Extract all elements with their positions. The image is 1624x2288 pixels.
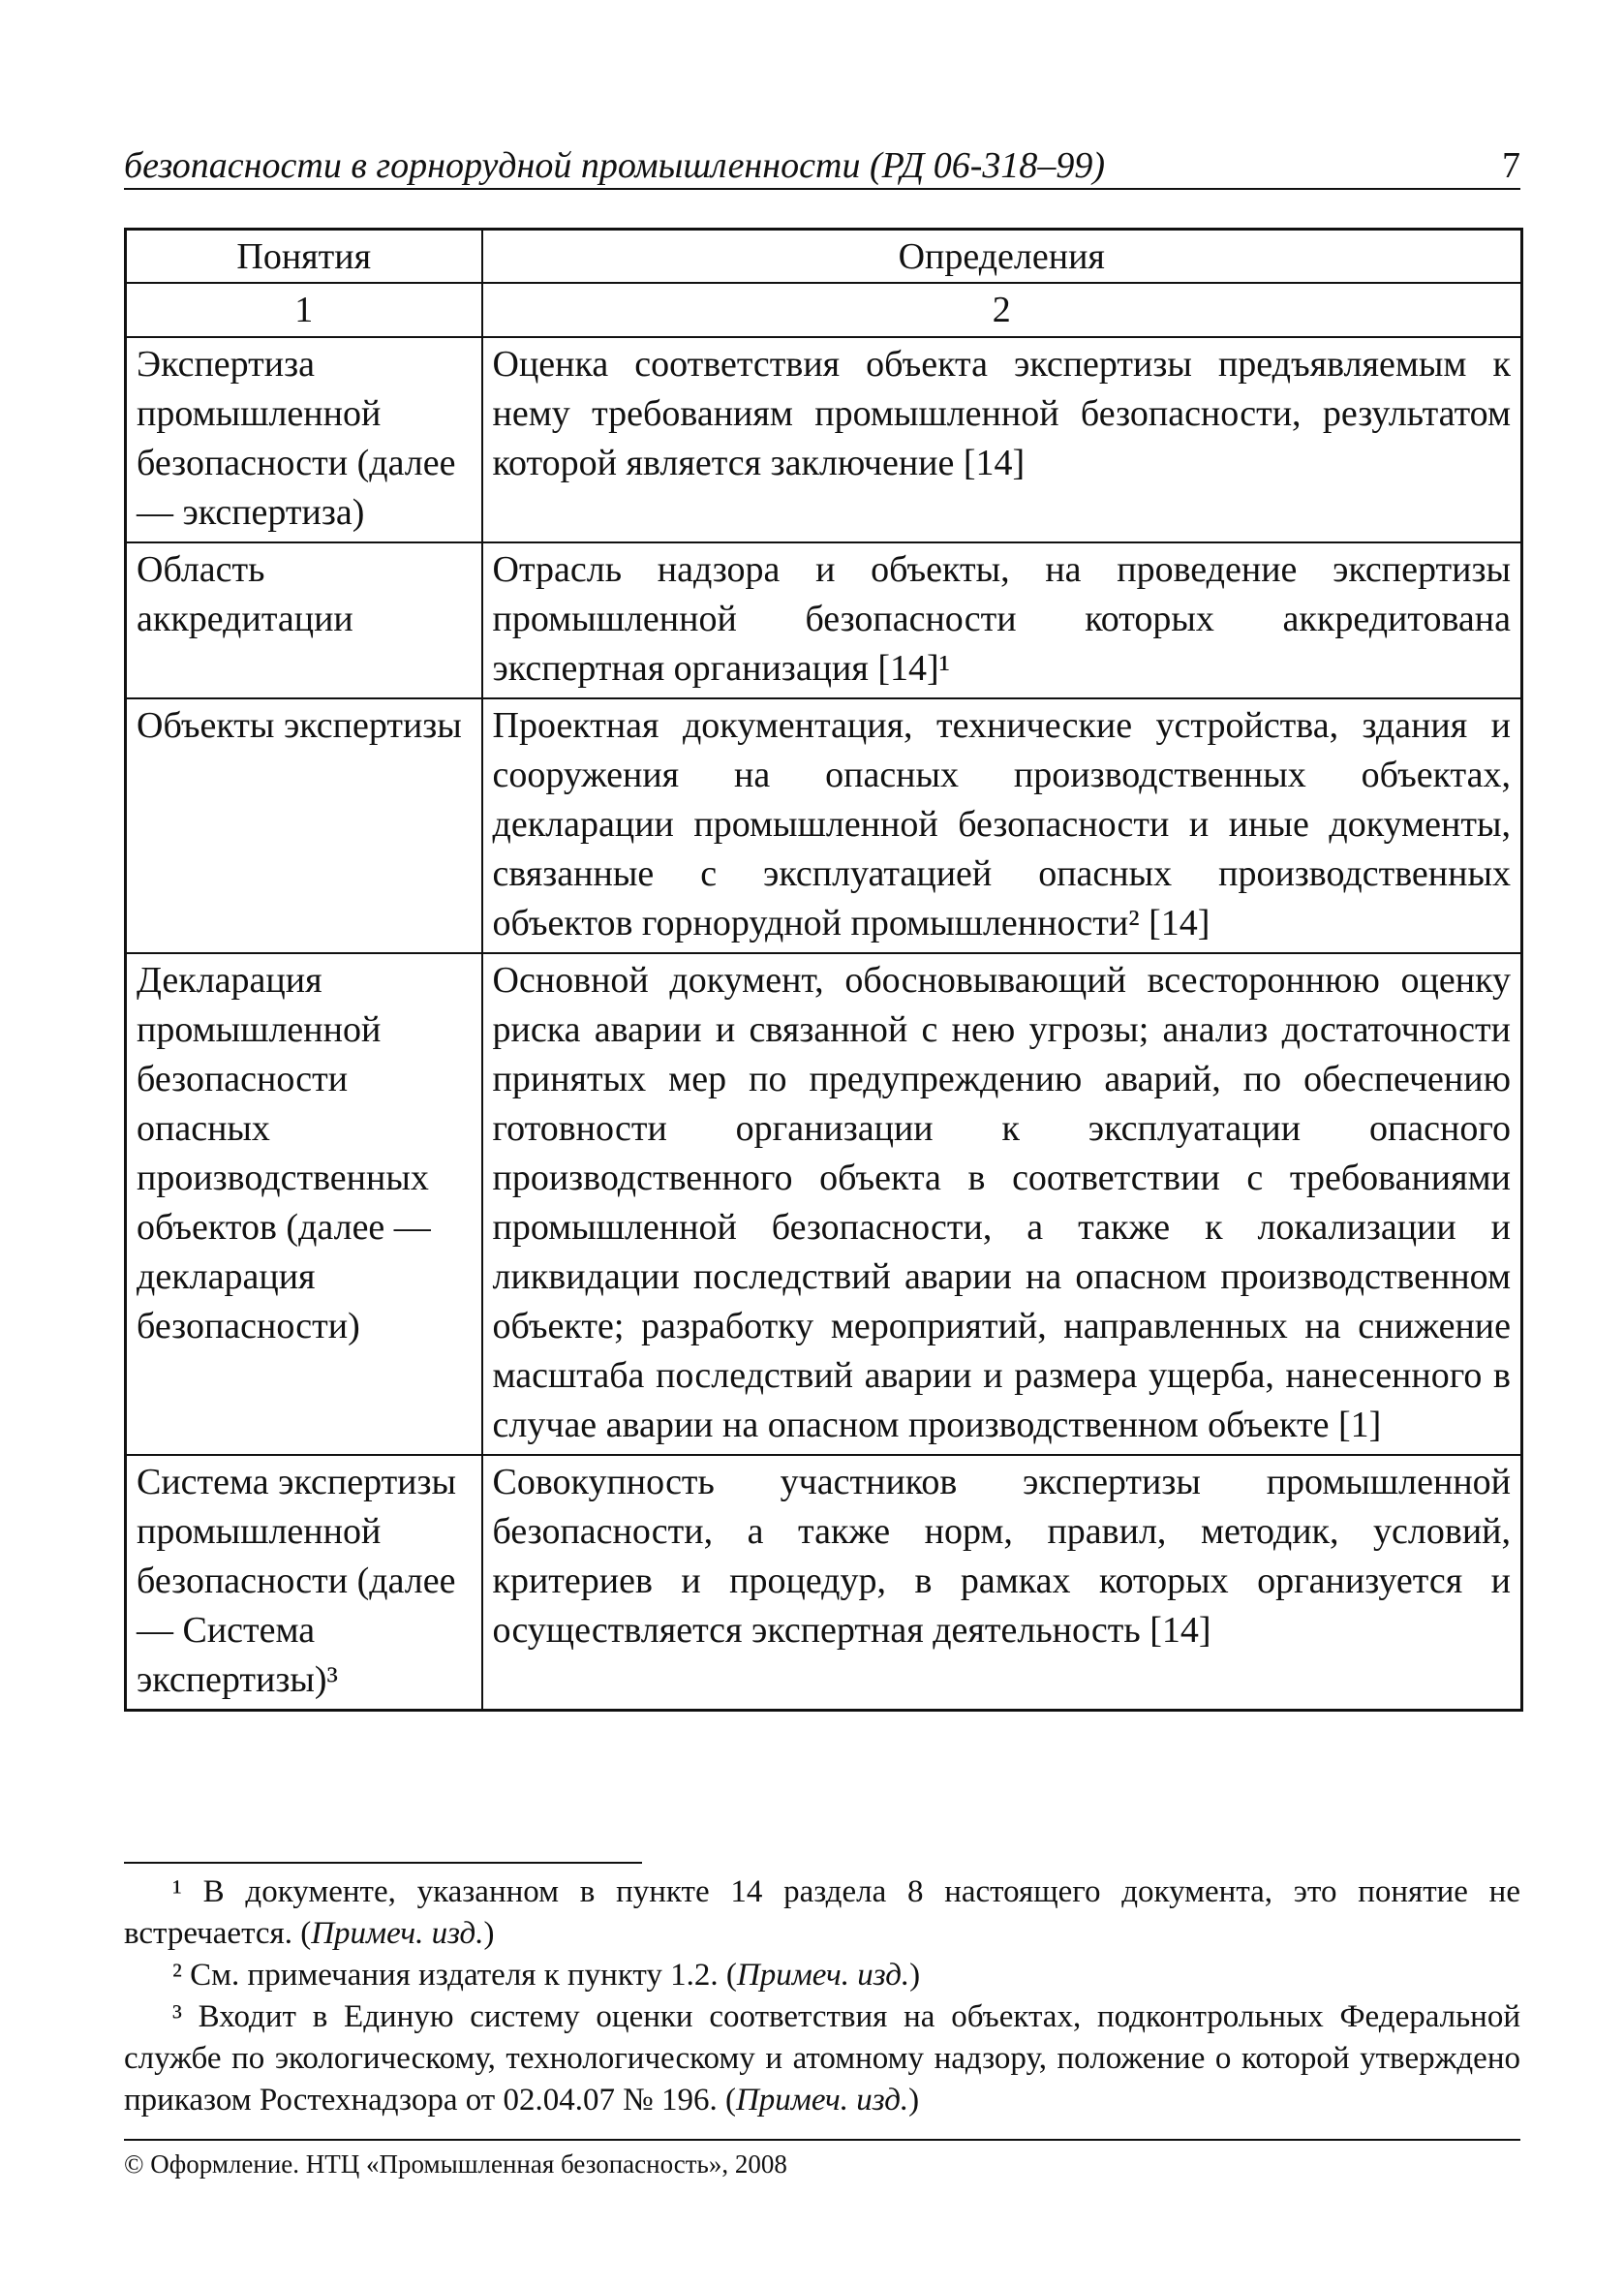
column-number-row bbox=[126, 283, 1522, 337]
footnote-2 bbox=[124, 1955, 1520, 1996]
term-cell: Объекты экспертизы bbox=[126, 698, 482, 953]
footnote-close: ) bbox=[908, 2083, 920, 2118]
footnote-marker: ² bbox=[172, 1958, 182, 1993]
footnote-1 bbox=[124, 1871, 1520, 1955]
table-header-row bbox=[126, 230, 1522, 284]
running-title: безопасности в горнорудной промышленности (РД 06-318–99) bbox=[124, 145, 1106, 186]
term-cell: Декларация промышленной безопасности опасных производственных объектов (далее — декларация безопасности) bbox=[126, 953, 482, 1455]
definition-cell: Основной документ, обосновывающий всестороннюю оценку риска аварии и связанной с нею угрозы; анализ достаточности принятых мер по предупреждению аварий, по обеспечению готовности организации к эксплуатации опасного производственного объекта в соответствии с требованиями промышленной безопасности, а также к локализации и ликвидации последствий аварии на опасном производственном объекте; разработку мероприятий, направленных на снижение масштаба последствий аварии и размера ущерба, нанесенного в случае аварии на опасном производственном объекте [1] bbox=[482, 953, 1522, 1455]
table-row bbox=[126, 1455, 1522, 1711]
term-cell: Экспертиза промышленной безопасности (далее — экспертиза) bbox=[126, 337, 482, 542]
column-header-definitions: Определения bbox=[482, 230, 1522, 284]
definition-cell: Оценка соответствия объекта экспертизы предъявляемым к нему требованиям промышленной безопасности, результатом которой является заключение [14] bbox=[482, 337, 1522, 542]
definition-cell: Совокупность участников экспертизы промышленной безопасности, а также норм, правил, методик, условий, критериев и процедур, в рамках которых организуется и осуществляется экспертная деятельность [14] bbox=[482, 1455, 1522, 1711]
definition-cell: Проектная документация, технические устройства, здания и сооружения на опасных производственных объектах, декларации промышленной безопасности и иные документы, связанные с эксплуатацией опасных производственных объектов горнорудной промышленности² [14] bbox=[482, 698, 1522, 953]
footnote-text: См. примечания издателя к пункту 1.2. ( bbox=[181, 1958, 737, 1993]
copyright-footer: © Оформление. НТЦ «Промышленная безопасность», 2008 bbox=[124, 2149, 787, 2179]
column-number-2: 2 bbox=[482, 283, 1522, 337]
publisher-note: Примеч. изд. bbox=[735, 2083, 909, 2118]
page-number: 7 bbox=[1502, 145, 1520, 186]
table-row bbox=[126, 698, 1522, 953]
definitions-table bbox=[124, 228, 1523, 1712]
footnotes bbox=[124, 1871, 1520, 2121]
footer-separator bbox=[124, 2139, 1520, 2141]
footnote-3 bbox=[124, 1996, 1520, 2121]
footnote-text: В документе, указанном в пункте 14 раздела 8 настоящего документа, это понятие не встречается. ( bbox=[124, 1874, 1520, 1951]
table-row bbox=[126, 337, 1522, 542]
column-number-1: 1 bbox=[126, 283, 482, 337]
footnote-text: Входит в Единую систему оценки соответствия на объектах, подконтрольных Федеральной службе по экологическому, технологическому и атомному надзору, положение о которой утверждено приказом Ростехнадзора от 02.04.07 № 196. ( bbox=[124, 1999, 1520, 2118]
footnote-marker: ¹ bbox=[172, 1874, 182, 1909]
table-row bbox=[126, 953, 1522, 1455]
term-cell: Область аккредитации bbox=[126, 542, 482, 698]
footnote-close: ) bbox=[483, 1916, 495, 1951]
publisher-note: Примеч. изд. bbox=[736, 1958, 910, 1993]
definition-cell: Отрасль надзора и объекты, на проведение экспертизы промышленной безопасности которых аккредитована экспертная организация [14]¹ bbox=[482, 542, 1522, 698]
publisher-note: Примеч. изд. bbox=[311, 1916, 484, 1951]
page-header bbox=[124, 143, 1520, 190]
term-cell: Система экспертизы промышленной безопасности (далее — Система экспертизы)³ bbox=[126, 1455, 482, 1711]
footnote-close: ) bbox=[909, 1958, 921, 1993]
column-header-concepts: Понятия bbox=[126, 230, 482, 284]
footnote-separator bbox=[124, 1862, 642, 1864]
table-row bbox=[126, 542, 1522, 698]
footnote-marker: ³ bbox=[172, 1999, 182, 2034]
